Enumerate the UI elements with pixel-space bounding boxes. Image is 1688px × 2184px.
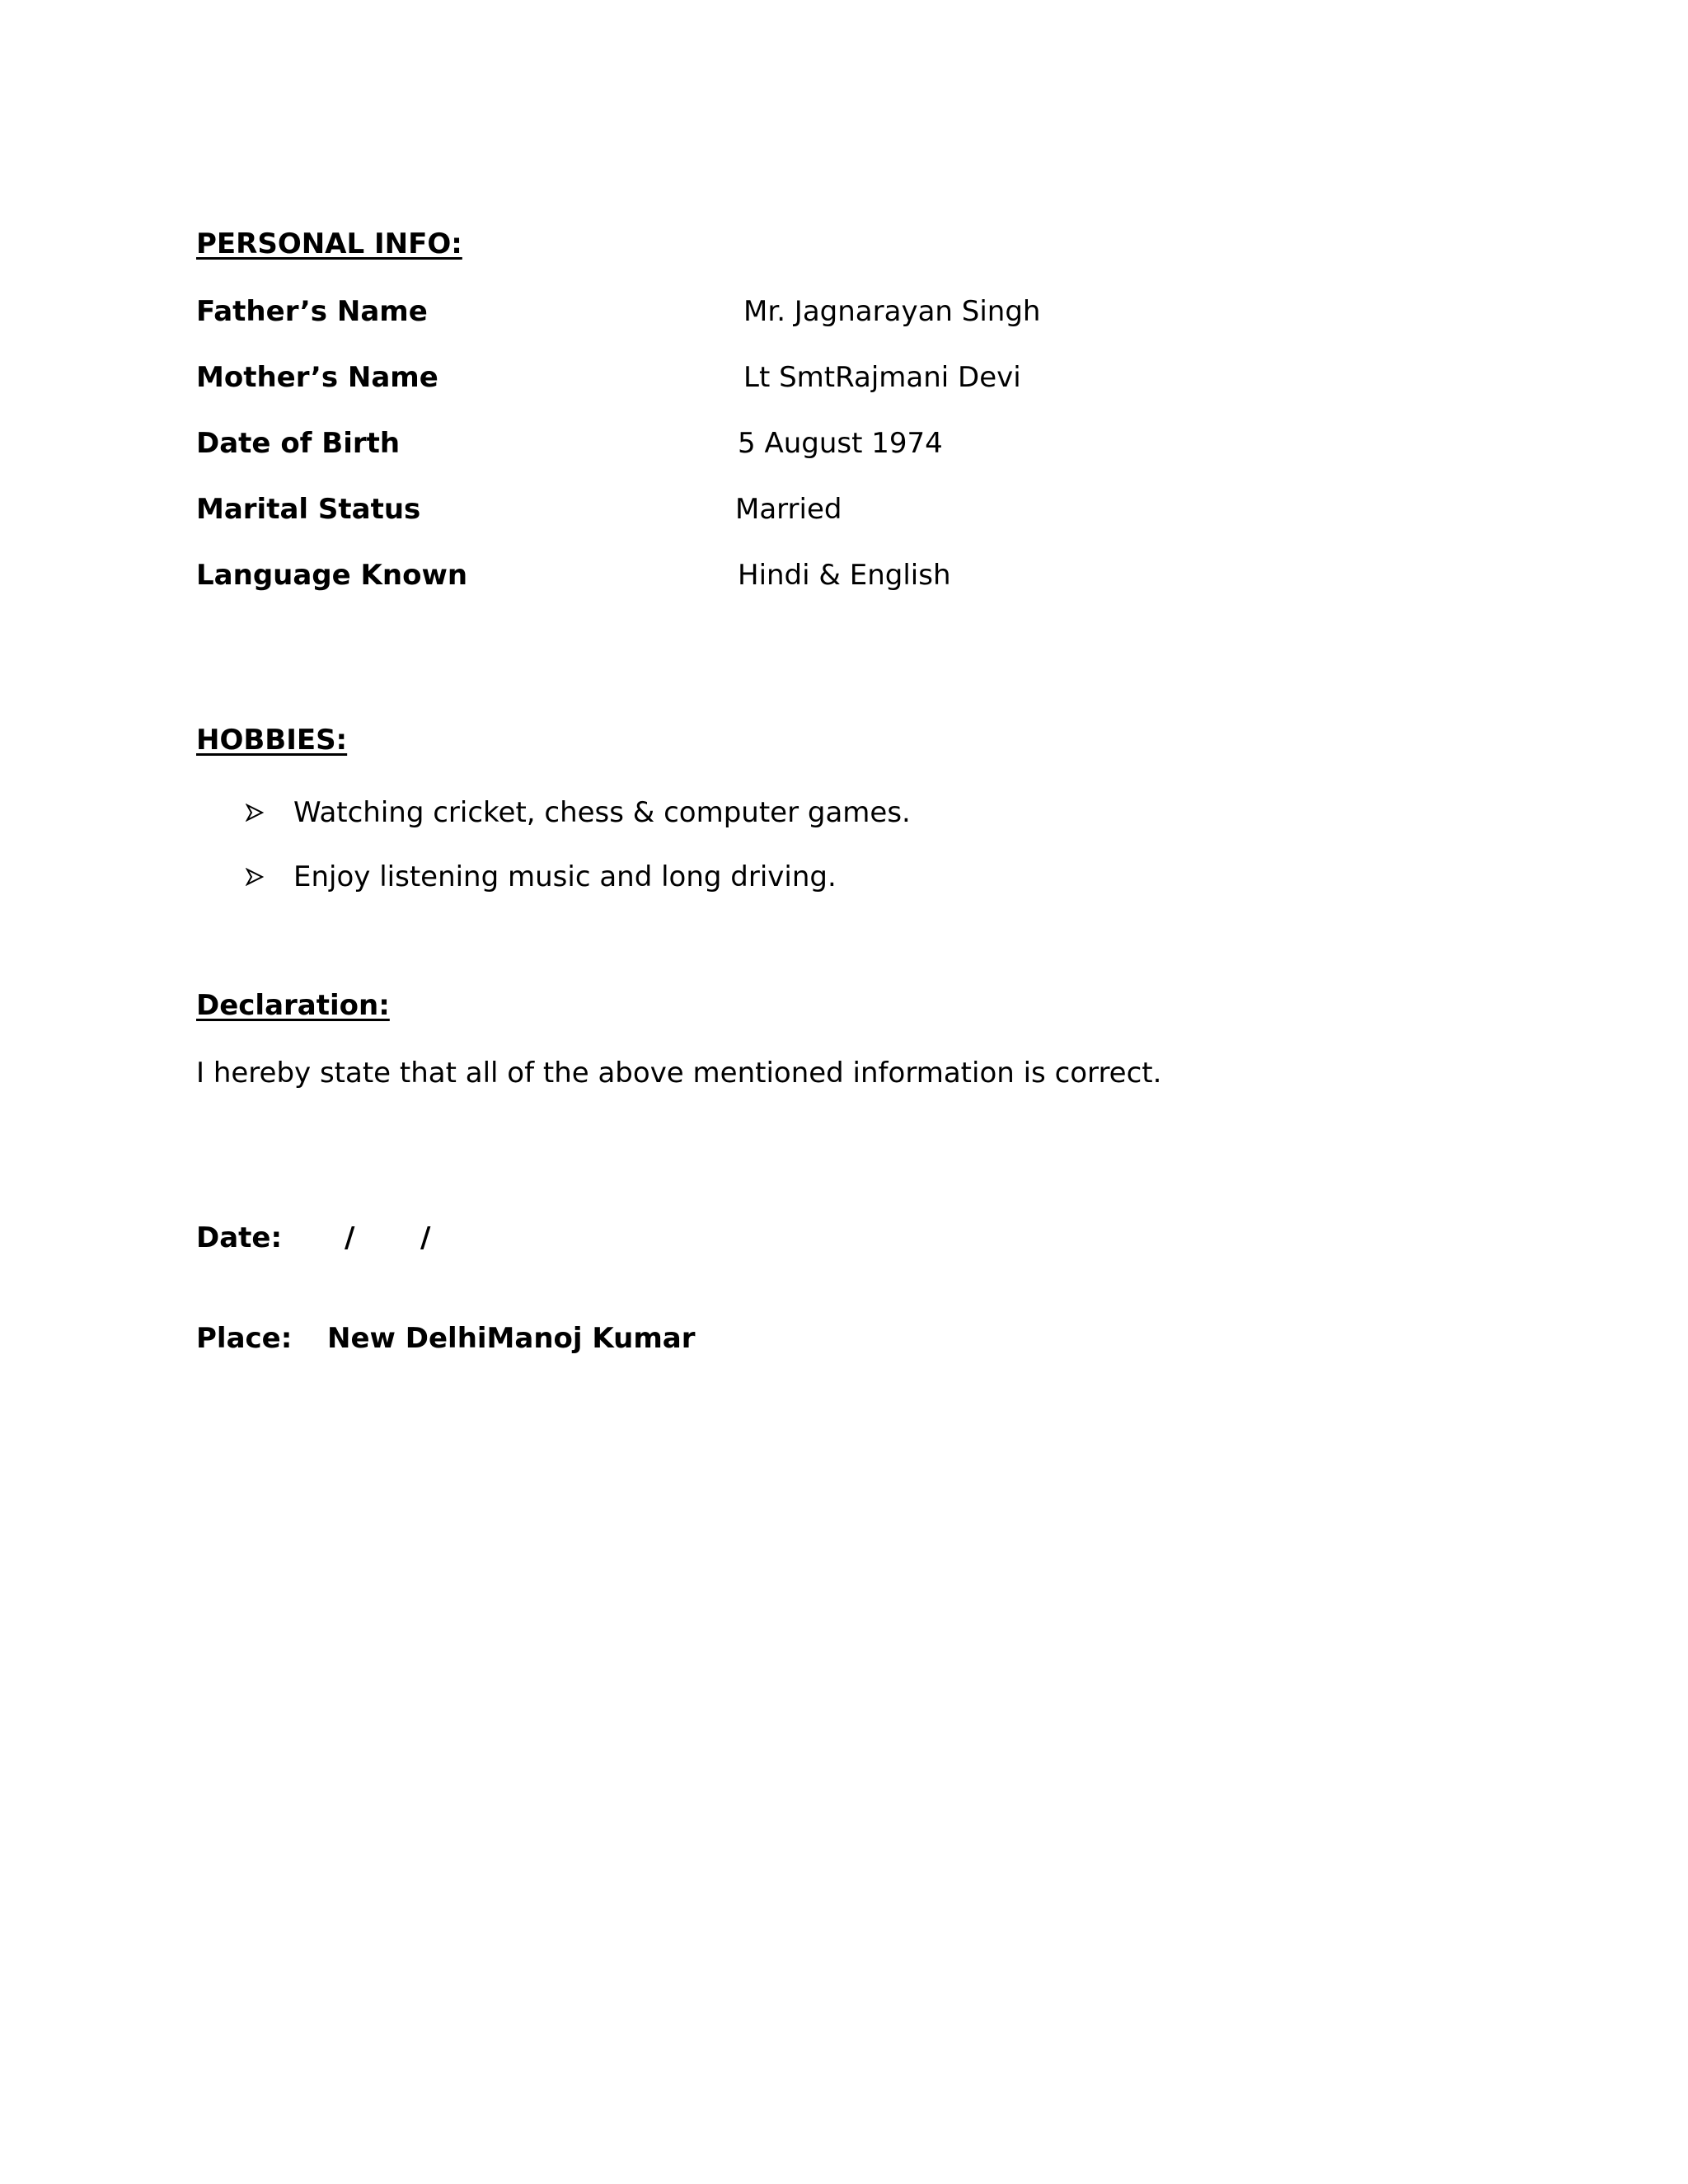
arrowhead-bullet-icon: [246, 868, 264, 886]
place-label: Place:: [196, 1322, 293, 1355]
hobby-text: Enjoy listening music and long driving.: [293, 860, 837, 893]
marital-status-value: Married: [735, 493, 842, 526]
fathers-name-label: Father’s Name: [196, 295, 428, 328]
date-separator: /: [420, 1221, 431, 1254]
date-of-birth-value: 5 August 1974: [738, 427, 943, 460]
mothers-name-value: Lt SmtRajmani Devi: [743, 361, 1021, 394]
date-label: Date:: [196, 1221, 283, 1254]
declaration-heading: Declaration:: [196, 989, 390, 1022]
place-value: New DelhiManoj Kumar: [327, 1322, 696, 1355]
language-known-label: Language Known: [196, 559, 468, 592]
hobbies-heading: HOBBIES:: [196, 724, 348, 757]
declaration-text: I hereby state that all of the above mentioned information is correct.: [196, 1057, 1162, 1090]
fathers-name-value: Mr. Jagnarayan Singh: [743, 295, 1041, 328]
hobby-text: Watching cricket, chess & computer games.: [293, 796, 911, 829]
marital-status-label: Marital Status: [196, 493, 421, 526]
mothers-name-label: Mother’s Name: [196, 361, 438, 394]
date-of-birth-label: Date of Birth: [196, 427, 401, 460]
date-separator: /: [345, 1221, 355, 1254]
language-known-value: Hindi & English: [738, 559, 951, 592]
personal-info-heading: PERSONAL INFO:: [196, 227, 462, 260]
arrowhead-bullet-icon: [246, 804, 264, 822]
